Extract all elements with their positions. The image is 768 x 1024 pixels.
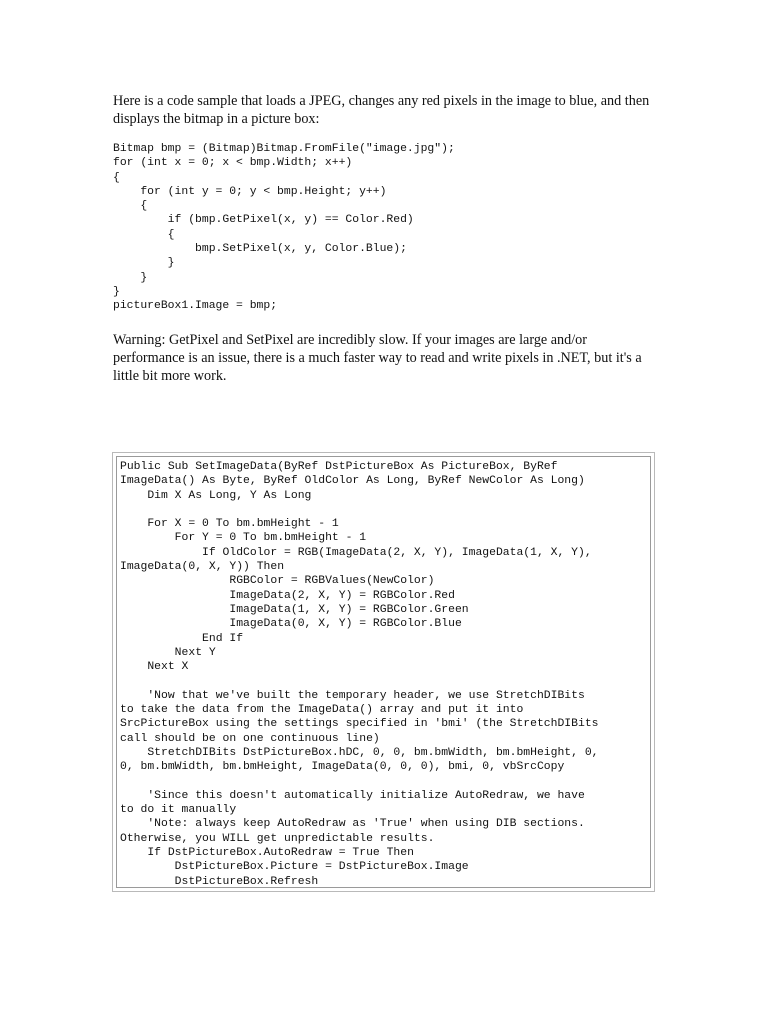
vb-code-box [112, 452, 655, 892]
intro-paragraph: Here is a code sample that loads a JPEG, changes any red pixels in the image to blue, and then displays the bitmap in a picture box: [113, 93, 650, 127]
warning-paragraph: Warning: GetPixel and SetPixel are incredibly slow. If your images are large and/or performance is an issue, there is a much faster way to read and write pixels in .NET, but it's a little bit more work. [113, 332, 642, 384]
vb-code-box-inner [116, 456, 651, 888]
csharp-code-sample: Bitmap bmp = (Bitmap)Bitmap.FromFile("image.jpg"); for (int x = 0; x < bmp.Width; x++) { for (int y = 0; y < bmp.Height; y++) { if (bmp.GetPixel(x, y) == Color.Red) { bmp.SetPixel(x, y, Color.Blue); } } } pictureBox1.Image = bmp; [113, 143, 455, 313]
vb-code-sample: Public Sub SetImageData(ByRef DstPictureBox As PictureBox, ByRef ImageData() As Byte, ByRef OldColor As Long, ByRef NewColor As Long) Dim X As Long, Y As Long For X = 0 To bm.bmHeight - 1 For Y = 0 To bm.bmHeight - 1 If OldColor = RGB(ImageData(2, X, Y), ImageData(1, X, Y), ImageData(0, X, Y)) Then RGBColor = RGBValues(NewColor) ImageData(2, X, Y) = RGBColor.Red ImageData(1, X, Y) = RGBColor.Green ImageData(0, X, Y) = RGBColor.Blue End If Next Y Next X 'Now that we've built the temporary header, we use StretchDIBits to take the data from the ImageData() array and put it into SrcPictureBox using the settings specified in 'bmi' (the StretchDIBits call should be on one continuous line) StretchDIBits DstPictureBox.hDC, 0, 0, bm.bmWidth, bm.bmHeight, 0, 0, bm.bmWidth, bm.bmHeight, ImageData(0, 0, 0), bmi, 0, vbSrcCopy 'Since this doesn't automatically initialize AutoRedraw, we have to do it manually 'Note: always keep AutoRedraw as 'True' when using DIB sections. Otherwise, you WILL get unpredictable results. If DstPictureBox.AutoRedraw = True Then DstPictureBox.Picture = DstPictureBox.Image DstPictureBox.Refresh [120, 461, 599, 888]
